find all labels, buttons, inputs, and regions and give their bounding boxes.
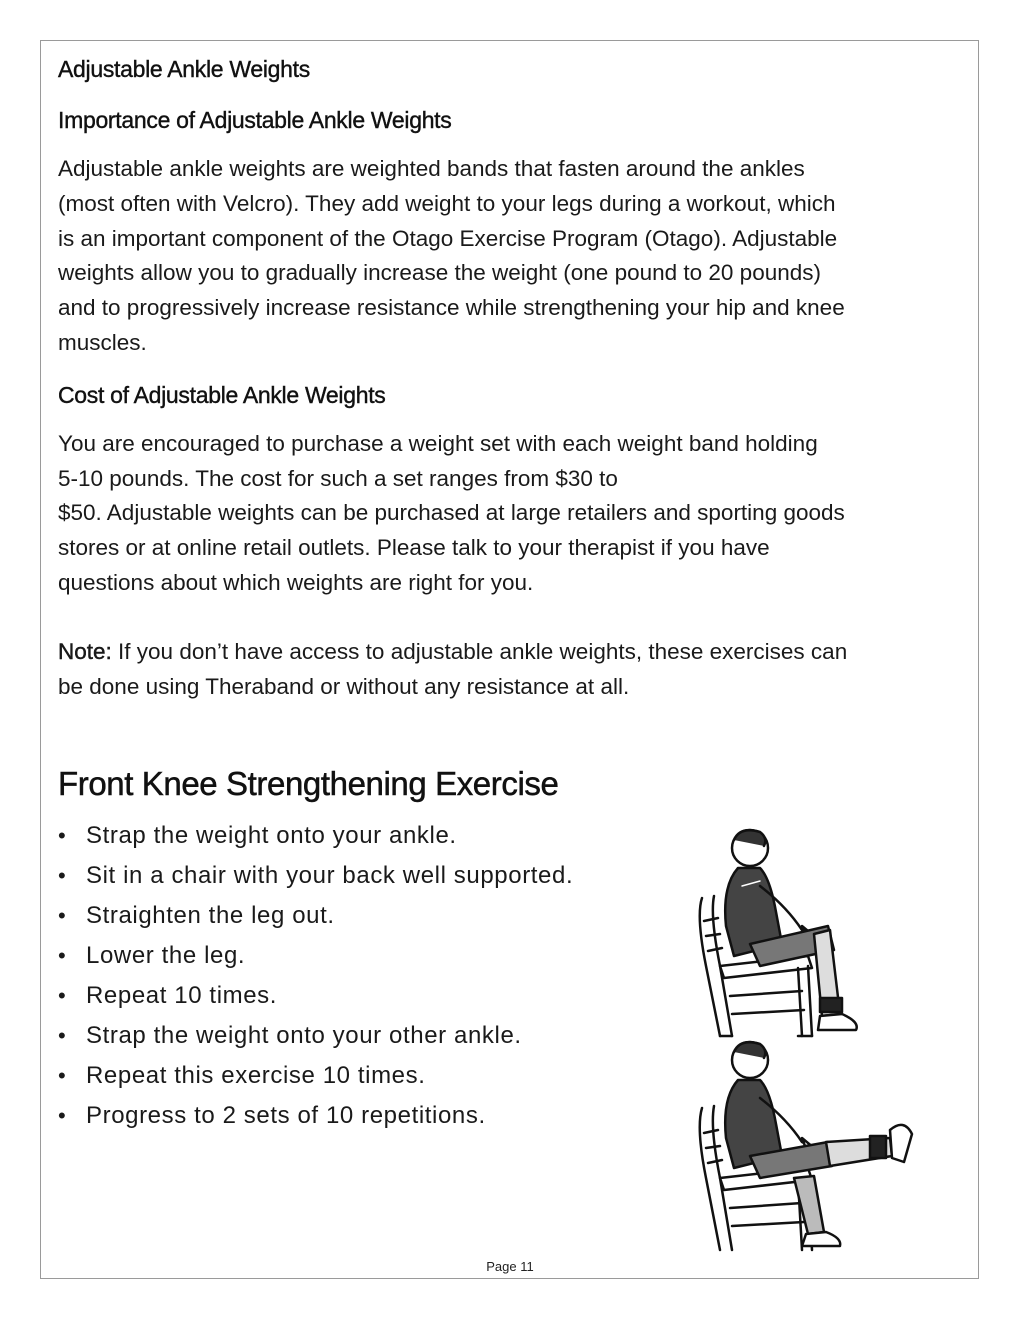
bullet-icon: • [58, 903, 67, 928]
importance-line: weights allow you to gradually increase the weight (one pound to 20 pounds) [58, 260, 821, 286]
page-number: Page 11 [486, 1259, 534, 1274]
step-text: Lower the leg. [86, 942, 246, 969]
cost-line: You are encouraged to purchase a weight set with each weight band holding [58, 430, 818, 456]
list-item [58, 896, 668, 936]
step-text: Sit in a chair with your back well supported. [86, 862, 574, 889]
importance-line: and to progressively increase resistance while strengthening your hip and knee [58, 295, 845, 321]
bullet-icon: • [58, 943, 67, 968]
importance-line: Adjustable ankle weights are weighted bands that fasten around the ankles [58, 156, 805, 181]
step-text: Strap the weight onto your ankle. [86, 822, 457, 849]
seated-leg-extended-illustration [690, 1038, 930, 1260]
document-body [58, 52, 958, 704]
note-line: If you don’t have access to adjustable ankle weights, these exercises can [111, 638, 848, 664]
list-item [58, 856, 668, 896]
list-item [58, 976, 668, 1016]
bullet-icon: • [58, 823, 67, 848]
importance-paragraph [58, 152, 958, 361]
bullet-icon: • [58, 1023, 67, 1048]
importance-line: is an important component of the Otago Exercise Program (Otago). Adjustable [58, 225, 838, 251]
step-text: Straighten the leg out. [86, 902, 335, 929]
list-item [58, 816, 668, 856]
list-item [58, 1096, 668, 1136]
note-line: be done using Theraband or without any resistance at all. [58, 673, 630, 699]
note-label: Note: [58, 638, 112, 664]
cost-line: $50. Adjustable weights can be purchased at large retailers and sporting goods [58, 500, 845, 526]
list-item [58, 936, 668, 976]
cost-line: 5-10 pounds. The cost for such a set ranges from $30 to [58, 465, 618, 491]
step-text: Repeat 10 times. [86, 982, 278, 1009]
bullet-icon: • [58, 1103, 67, 1128]
importance-heading: Importance of Adjustable Ankle Weights [58, 107, 452, 133]
step-text: Strap the weight onto your other ankle. [86, 1022, 522, 1049]
bullet-icon: • [58, 863, 67, 888]
exercise-steps-list [58, 816, 668, 1136]
importance-line: (most often with Velcro). They add weight to your legs during a workout, which [58, 190, 836, 216]
cost-line: questions about which weights are right for you. [58, 569, 534, 595]
list-item [58, 1056, 668, 1096]
bullet-icon: • [58, 983, 67, 1008]
cost-line: stores or at online retail outlets. Please talk to your therapist if you have [58, 535, 770, 561]
seated-knee-bent-illustration [690, 826, 870, 1046]
cost-paragraph [58, 427, 958, 601]
exercise-title: Front Knee Strengthening Exercise [58, 765, 559, 802]
bullet-icon: • [58, 1063, 67, 1088]
note-paragraph [58, 635, 958, 705]
cost-heading: Cost of Adjustable Ankle Weights [58, 381, 386, 408]
list-item [58, 1016, 668, 1056]
importance-line: muscles. [58, 329, 147, 355]
step-text: Repeat this exercise 10 times. [86, 1062, 426, 1089]
page-title: Adjustable Ankle Weights [58, 56, 310, 82]
step-text: Progress to 2 sets of 10 repetitions. [86, 1102, 486, 1129]
